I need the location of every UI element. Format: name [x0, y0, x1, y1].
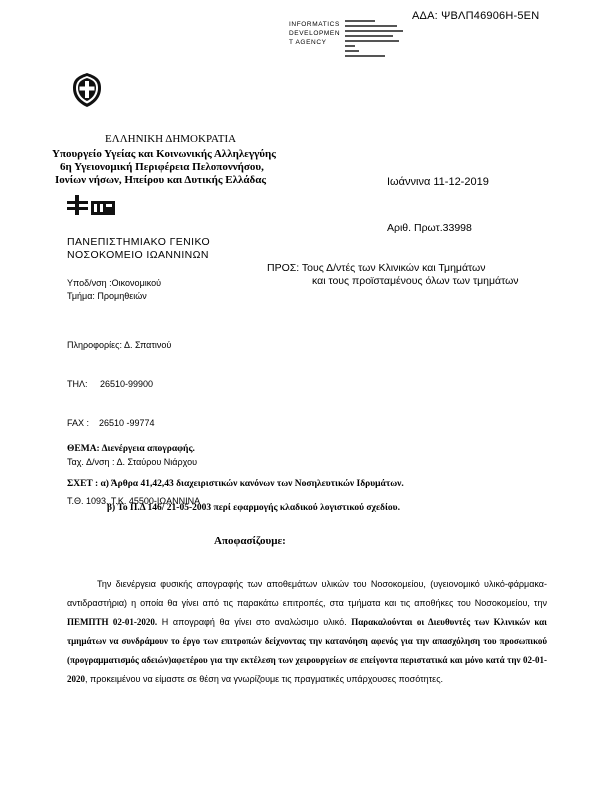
- ministry-block: Υπουργείο Υγείας και Κοινωνικής Αλληλεγγύης 6η Υγειονομική Περιφέρεια Πελοποννήσου, Ιονίων νήσων, Ηπείρου και Δυτικής Ελλάδας: [52, 148, 276, 186]
- recipient-block: ΠΡΟΣ: Τους Δ/ντές των Κλινικών και Τμημάτων και τους προϊσταμένους όλων των τμημάτων: [267, 262, 519, 287]
- references-block: ΣΧΕΤ : α) Άρθρα 41,42,43 διαχειριστικών κανόνων των Νοσηλευτικών Ιδρυμάτων. β) Το Π.Δ 146/ 21-05-2003 περί εφαρμογής κλαδικού λογιστικού σχεδίου.: [67, 479, 404, 513]
- state-title: ΕΛΛΗΝΙΚΗ ΔΗΜΟΚΡΑΤΙΑ: [105, 133, 237, 145]
- ada-code: ΑΔΑ: ΨΒΛΠ46906Η-5ΕΝ: [412, 10, 540, 22]
- hospital-name: ΠΑΝΕΠΙΣΤΗΜΙΑΚΟ ΓΕΝΙΚΟ ΝΟΣΟΚΟΜΕΙΟ ΙΩΑΝΝΙΝΩΝ: [67, 236, 211, 261]
- contact-block: Πληροφορίες: Δ. Σπατινού ΤΗΛ: 26510-99900 FAX : 26510 -99774 Ταχ. Δ/νση : Δ. Σταύρου Νιάρχου Τ.Θ. 1093, Τ.Κ. 45500-ΙΩΑΝΝΙΝΑ: [67, 340, 201, 506]
- subunit-block: Υποδ/νση :Οικονομικού Τμήμα: Προμηθειών: [67, 278, 162, 301]
- agency-stamp-label: INFORMATICS DEVELOPMEN T AGENCY: [289, 21, 341, 46]
- agency-stamp-lines: [345, 20, 403, 60]
- decision-heading: Αποφασίζουμε:: [214, 535, 286, 547]
- hospital-logo-icon: [67, 195, 115, 215]
- greek-coat-of-arms-icon: [70, 72, 104, 108]
- document-date: Ιωάννινα 11-12-2019: [387, 176, 489, 188]
- protocol-number: Αριθ. Πρωτ.33998: [387, 222, 472, 234]
- decision-body: Την διενέργεια φυσικής απογραφής των αποθεμάτων υλικών του Νοσοκομείου, (υγειονομικό υλικό-φάρμακα-αντιδραστήρια) η οποία θα γίνει από τις παρακάτω επιτροπές, στα τμήματα και τις αποθήκες του Νοσοκομείου, την ΠΕΜΠΤΗ 02-01-2020. Η απογραφή θα γίνει στο αναλώσιμο υλικό. Παρακαλούνται οι Διευθυντές των Κλινικών και τμημάτων να συνδράμουν το έργο των επιτροπών δείχνοντας την κατανόηση αφενός για την απασχόληση του προσωπικού (προγραμματισμός αδειών)αφετέρου για την εκτέλεση των χειρουργείων σε επείγοντα περιστατικά και μόνο κατά την 02-01-2020, προκειμένου να είμαστε σε θέση να γνωρίζουμε τις πραγματικές υπάρχουσες ποσότητες.: [67, 579, 547, 684]
- subject-line: ΘΕΜΑ: Διενέργεια απογραφής.: [67, 444, 195, 454]
